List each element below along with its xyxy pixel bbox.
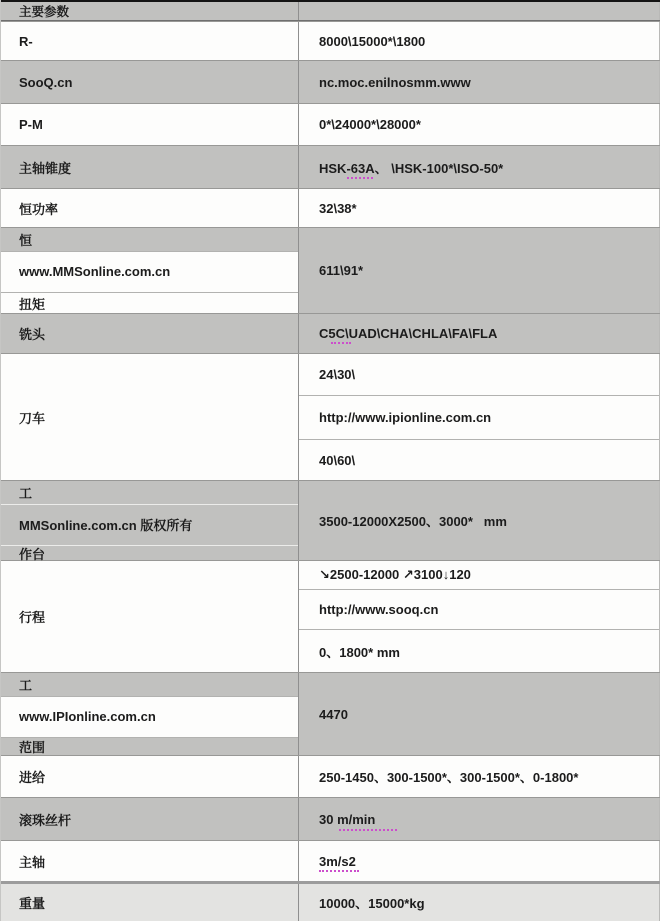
table-row-travel-block <box>1 560 660 672</box>
param-value: 250-1450、300-1500*、300-1500*、0-1800* <box>298 756 660 797</box>
table-row-tool-block <box>1 353 660 480</box>
param-label: 工 <box>1 673 298 696</box>
param-label: 滚珠丝杆 <box>1 798 298 840</box>
param-value: 8000\15000*\1800 <box>298 22 660 60</box>
param-value-text: HSK-63A、 \HSK-100*\ISO-50* <box>319 160 504 176</box>
param-label: 作台 <box>1 545 298 560</box>
param-value: 10000、15000*kg <box>298 884 660 921</box>
table-row <box>1 881 660 921</box>
param-value <box>298 841 660 881</box>
table-row-torque-block <box>1 227 660 313</box>
param-value: 0、1800* mm <box>299 629 659 672</box>
param-label: 重量 <box>1 884 298 921</box>
spellcheck-underline <box>347 177 373 179</box>
merged-label-column <box>1 481 298 560</box>
param-label: www.MMSonline.com.cn <box>1 251 298 293</box>
param-label: 恒功率 <box>1 189 298 227</box>
param-label: 范围 <box>1 737 298 755</box>
param-value <box>298 146 660 188</box>
param-label: 铣头 <box>1 314 298 353</box>
param-value: 24\30\ <box>319 366 356 382</box>
table-row-worktable-block <box>1 480 660 560</box>
param-label: 刀车 <box>1 354 298 480</box>
param-value-text: C5C\UAD\CHA\CHLA\FA\FLA <box>319 326 498 341</box>
merged-label-column <box>1 673 298 755</box>
param-value: 40\60\ <box>299 439 659 480</box>
param-value-text: 3m/s2 <box>319 853 356 869</box>
table-row <box>1 103 660 145</box>
param-value <box>298 2 660 20</box>
param-value <box>298 798 660 840</box>
param-label: 主轴锥度 <box>1 146 298 188</box>
param-value: http://www.sooq.cn <box>299 589 659 630</box>
param-label: www.IPIonline.com.cn <box>1 696 298 737</box>
param-value: ↘2500-12000 ↗3100↓120 <box>319 566 471 582</box>
param-value: 3500-12000X2500、3000* mm <box>298 481 660 560</box>
merged-value-column <box>298 561 660 672</box>
spellcheck-underline <box>339 829 397 831</box>
param-value: 4470 <box>298 673 660 755</box>
param-value: http://www.ipionline.com.cn <box>299 395 659 440</box>
table-row <box>1 21 660 60</box>
table-row <box>1 797 660 840</box>
param-label: 工 <box>1 481 298 504</box>
param-label: MMSonline.com.cn 版权所有 <box>1 504 298 545</box>
table-row <box>1 188 660 227</box>
merged-label-column <box>1 228 298 313</box>
table-row <box>1 313 660 353</box>
param-label: 行程 <box>1 561 298 672</box>
param-label: R- <box>1 22 298 60</box>
param-label: 主轴 <box>1 841 298 881</box>
param-value: 32\38* <box>298 189 660 227</box>
param-label: P-M <box>1 104 298 145</box>
table-row <box>1 840 660 881</box>
param-label: 扭矩 <box>1 292 298 313</box>
param-value-text: 30 m/min <box>319 811 376 827</box>
table-row <box>1 60 660 103</box>
table-row <box>1 145 660 188</box>
param-value <box>298 314 660 353</box>
spellcheck-underline <box>319 870 359 872</box>
param-label: 主要参数 <box>1 2 298 20</box>
param-value: 611\91* <box>298 228 660 313</box>
table-row-header <box>1 0 660 21</box>
param-label: 进给 <box>1 756 298 797</box>
param-value: nc.moc.enilnosmm.www <box>298 61 660 103</box>
table-row <box>1 755 660 797</box>
param-label: SooQ.cn <box>1 61 298 103</box>
merged-value-column <box>298 354 660 480</box>
param-value: 0*\24000*\28000* <box>298 104 660 145</box>
param-label: 恒 <box>1 228 298 251</box>
spellcheck-underline <box>331 342 351 344</box>
table-row-range-block <box>1 672 660 755</box>
